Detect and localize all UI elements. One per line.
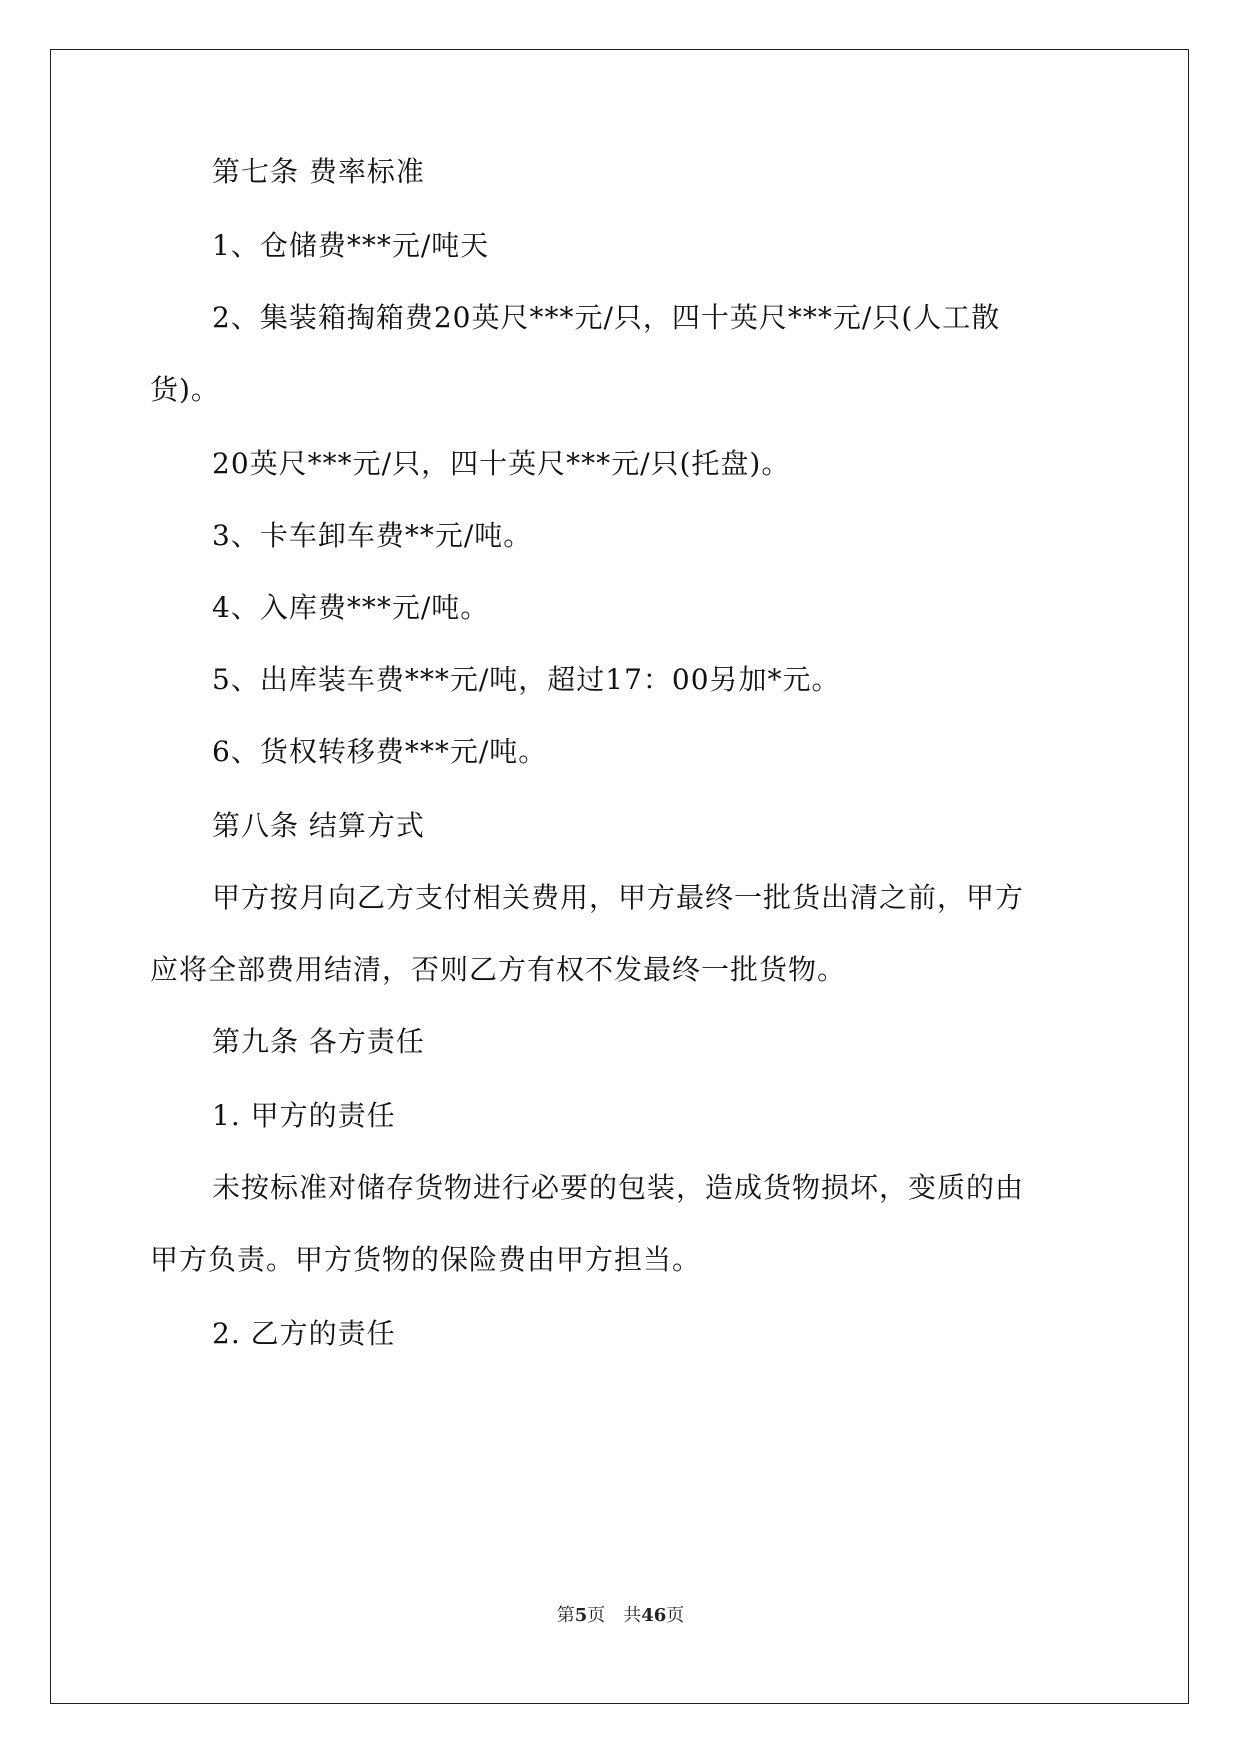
party-b-heading: 2. 乙方的责任 <box>212 1317 396 1350</box>
footer-prefix: 第 <box>556 1605 575 1626</box>
settlement-text: 甲方按月向乙方支付相关费用，甲方最终一批货出清之前，甲方 <box>212 881 1025 914</box>
page-footer <box>0 1604 1241 1628</box>
footer-suffix: 页 <box>666 1605 685 1626</box>
fee-item-5: 5、出库装车费***元/吨，超过17：00另加*元。 <box>212 663 841 696</box>
fee-item-1: 1、仓储费***元/吨天 <box>212 229 490 262</box>
page-total: 46 <box>641 1605 667 1626</box>
article-9-heading: 第九条 各方责任 <box>212 1025 425 1058</box>
party-a-text-cont: 甲方负责。甲方货物的保险费由甲方担当。 <box>150 1243 702 1276</box>
settlement-text-cont: 应将全部费用结清，否则乙方有权不发最终一批货物。 <box>150 953 847 986</box>
party-a-heading: 1. 甲方的责任 <box>212 1099 396 1132</box>
fee-item-2-pallet: 20英尺***元/只，四十英尺***元/只(托盘)。 <box>212 447 791 480</box>
party-a-text: 未按标准对储存货物进行必要的包装，造成货物损坏，变质的由 <box>212 1171 1025 1204</box>
fee-item-4: 4、入库费***元/吨。 <box>212 591 490 624</box>
fee-item-2-cont: 货)。 <box>150 373 220 406</box>
footer-middle: 页 共 <box>587 1605 642 1626</box>
fee-item-2: 2、集装箱掏箱费20英尺***元/只，四十英尺***元/只(人工散 <box>212 301 1001 334</box>
fee-item-3: 3、卡车卸车费**元/吨。 <box>212 519 533 552</box>
article-7-heading: 第七条 费率标准 <box>212 155 425 188</box>
page-number: 5 <box>574 1605 588 1626</box>
article-8-heading: 第八条 结算方式 <box>212 809 425 842</box>
fee-item-6: 6、货权转移费***元/吨。 <box>212 735 548 768</box>
